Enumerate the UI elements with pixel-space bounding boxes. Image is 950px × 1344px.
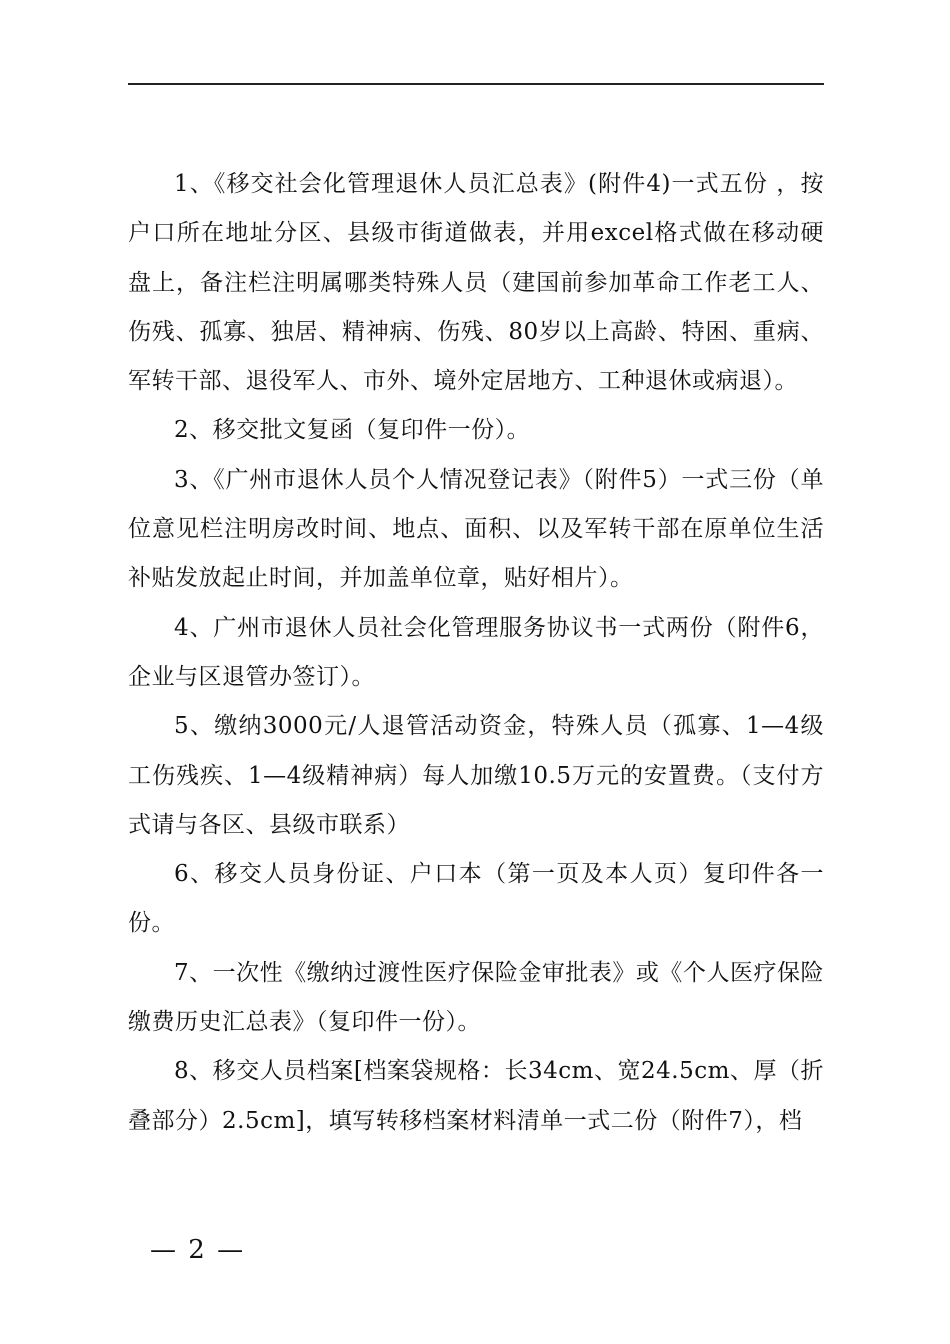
paragraph-2: 2、移交批文复函（复印件一份）。 (174, 417, 531, 444)
document-body (128, 160, 824, 1146)
paragraph-3: 3、《广州市退休人员个人情况登记表》（附件5）一式三份（单位意见栏注明房改时间、地点、面积、以及军转干部在原单位生活补贴发放起止时间，并加盖单位章，贴好相片）。 (128, 466, 824, 592)
header-rule (128, 83, 824, 85)
paragraph-4: 4、广州市退休人员社会化管理服务协议书一式两份（附件6，企业与区退管办签订）。 (128, 614, 824, 690)
paragraph-6: 6、移交人员身份证、户口本（第一页及本人页）复印件各一份。 (128, 861, 824, 937)
paragraph-1: 1、《移交社会化管理退休人员汇总表》(附件4)一式五份 ，按户口所在地址分区、县级市街道做表，并用excel格式做在移动硬盘上，备注栏注明属哪类特殊人员（建国前参加革命工作老工人、伤残、孤寡、独居、精神病、伤残、80岁以上高龄、特困、重病、军转干部、退役军人、市外、境外定居地方、工种退休或病退）。 (128, 171, 824, 395)
paragraph-7: 7、一次性《缴纳过渡性医疗保险金审批表》或《个人医疗保险缴费历史汇总表》（复印件一份）。 (128, 959, 824, 1036)
page-number: — 2 — (150, 1235, 246, 1265)
paragraph-8: 8、移交人员档案[档案袋规格：长34cm、宽24.5cm、厚（折叠部分）2.5cm]，填写转移档案材料清单一式二份（附件7），档 (128, 1058, 824, 1134)
paragraph-5: 5、缴纳3000元/人退管活动资金，特殊人员（孤寡、1—4级工伤残疾、1—4级精神病）每人加缴10.5万元的安置费。（支付方式请与各区、县级市联系） (128, 713, 824, 838)
